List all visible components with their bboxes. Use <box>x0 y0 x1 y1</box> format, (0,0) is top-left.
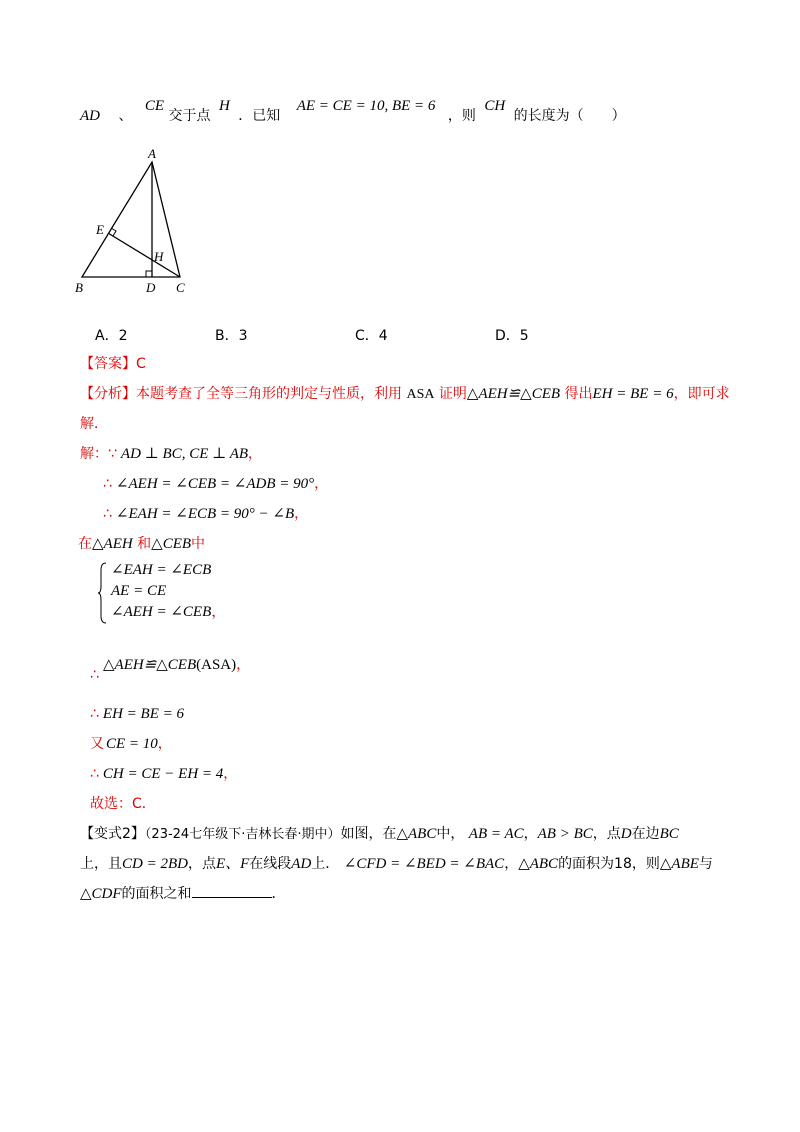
option-c: C．4 <box>355 328 388 344</box>
option-d: D．5 <box>495 328 529 344</box>
altitude-ce <box>108 233 180 277</box>
sys-eq-3: ∠AEH = ∠CEB， <box>111 604 227 620</box>
variant-line-1: 【变式2】（23-24七年级下·吉林长春·期中）如图，在△ABC中， AB = AC，AB > BC，点D在边BC <box>80 826 679 842</box>
sep: 、 <box>118 108 133 124</box>
solution-choose: 故选：C． <box>90 796 156 812</box>
seg-ad: AD <box>80 108 100 124</box>
label-e: E <box>96 222 104 237</box>
sys-eq-2: AE = CE <box>111 583 167 599</box>
then-text: ，则 <box>447 108 476 124</box>
label-h: H <box>154 249 164 264</box>
variant-line-2: 上，且CD = 2BD，点E、F在线段AD上． ∠CFD = ∠BED = ∠BAC，△ABC的面积为18，则△ABE与 <box>80 856 713 872</box>
analysis-line-2: 解． <box>80 416 108 432</box>
solution-line-1: 解：∵ AD ⊥ BC, CE ⊥ AB， <box>80 446 263 462</box>
answer-label: 【答案】 <box>80 356 136 372</box>
label-a: A <box>148 146 156 161</box>
solution-ce: 又 CE = 10， <box>90 736 172 752</box>
point-h: H <box>218 98 230 114</box>
meet-text: 交于点 <box>168 108 211 124</box>
answer-line <box>80 354 146 374</box>
solution-ch: ∴ CH = CE − EH = 4， <box>90 766 238 782</box>
triangle-figure <box>70 140 200 300</box>
label-c: C <box>176 280 185 295</box>
option-a: A．2 <box>95 328 128 344</box>
conclusion-congruent: △AEH≌△CEB(ASA)， <box>103 657 251 673</box>
equation-system <box>111 560 226 623</box>
given-values: AE = CE = 10, BE = 6 <box>296 98 436 114</box>
answer-blank[interactable] <box>192 897 272 898</box>
label-b: B <box>75 280 83 295</box>
answer-value: C <box>136 356 146 372</box>
label-d: D <box>146 280 156 295</box>
option-b: B．3 <box>215 328 248 344</box>
variant-line-3: △CDF的面积之和 ． <box>80 886 286 902</box>
solution-eh: ∴ EH = BE = 6 <box>90 706 184 722</box>
therefore-mark: ∴ <box>90 667 99 683</box>
sys-eq-1: ∠EAH = ∠ECB <box>111 562 212 578</box>
seg-ch: CH <box>484 98 506 114</box>
triangle-abc <box>82 162 180 277</box>
solution-in-line: 在△AEH 和△CEB中 <box>78 536 206 552</box>
right-angle-d <box>146 271 152 277</box>
system-brace <box>97 562 107 624</box>
analysis-line-1: 【分析】本题考查了全等三角形的判定与性质，利用 ASA 证明△AEH≌△CEB 得出EH = BE = 6，即可求 <box>80 386 730 402</box>
solution-line-2: ∴ ∠AEH = ∠CEB = ∠ADB = 90°， <box>103 476 329 492</box>
question-line <box>80 98 626 126</box>
seg-ce: CE <box>144 98 165 114</box>
known-text: ．已知 <box>238 108 281 124</box>
solution-line-3: ∴ ∠EAH = ∠ECB = 90° − ∠B， <box>103 506 309 522</box>
ask-text: 的长度为（ ） <box>513 108 626 124</box>
